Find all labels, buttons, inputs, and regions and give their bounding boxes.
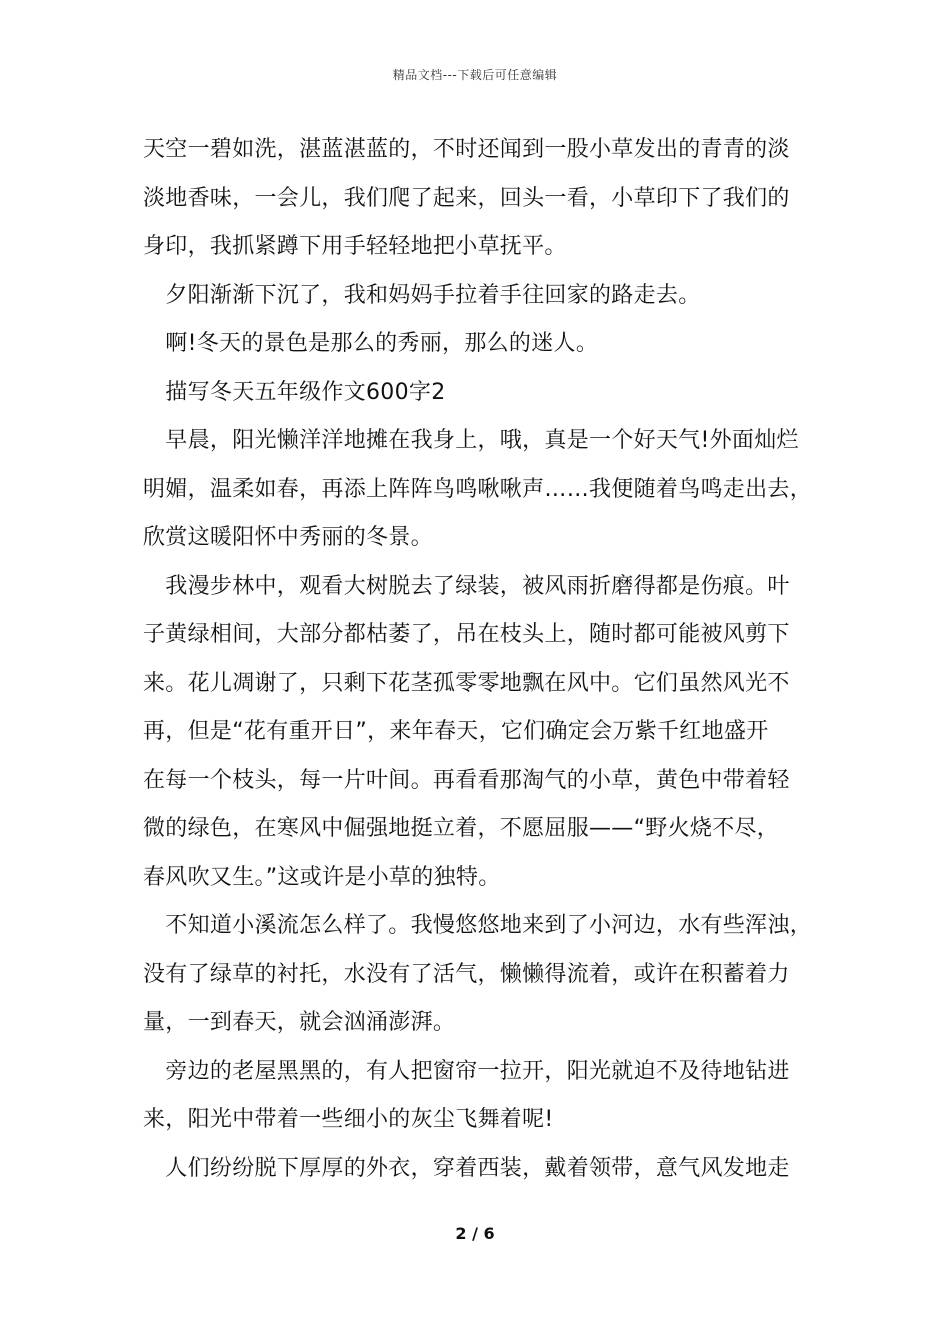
text-line: 我漫步林中，观看大树脱去了绿装，被风雨折磨得都是伤痕。叶 (143, 573, 790, 599)
text-line: 没有了绿草的衬托，水没有了活气，懒懒得流着，或许在积蓄着力 (143, 961, 790, 987)
page-header: 精品文档---下载后可任意编辑 (392, 68, 558, 82)
text-line: 春风吹又生。”这或许是小草的独特。 (143, 864, 501, 890)
text-line: 啊!冬天的景色是那么的秀丽，那么的迷人。 (143, 331, 599, 356)
text-line: 明媚，温柔如春，再添上阵阵鸟鸣啾啾声……我便随着鸟鸣走出去， (143, 476, 813, 502)
text-line: 天空一碧如洗，湛蓝湛蓝的，不时还闻到一股小草发出的青青的淡 (143, 137, 790, 162)
text-line: 来。花儿凋谢了，只剩下花茎孤零零地飘在风中。它们虽然风光不 (143, 670, 790, 696)
text-line: 淡地香味，一会儿，我们爬了起来，回头一看，小草印下了我们的 (143, 185, 790, 211)
text-line: 在每一个枝头，每一片叶间。再看看那淘气的小草，黄色中带着轻 (143, 767, 790, 793)
section-heading: 描写冬天五年级作文600字2 (143, 379, 446, 405)
text-line: 再，但是“花有重开日”，来年春天，它们确定会万紫千红地盛开 (143, 719, 769, 744)
text-line: 旁边的老屋黑黑的，有人把窗帘一拉开，阳光就迫不及待地钻进 (143, 1058, 790, 1084)
document-body (143, 126, 823, 1193)
page-number: 2 / 6 (455, 1224, 495, 1243)
text-line: 量，一到春天，就会汹涌澎湃。 (143, 1010, 456, 1035)
text-line: 身印，我抓紧蹲下用手轻轻地把小草抚平。 (143, 234, 567, 259)
text-line: 来，阳光中带着一些细小的灰尘飞舞着呢! (143, 1107, 554, 1132)
text-line: 子黄绿相间，大部分都枯萎了，吊在枝头上，随时都可能被风剪下 (143, 622, 790, 647)
text-line: 不知道小溪流怎么样了。我慢悠悠地来到了小河边，水有些浑浊， (143, 913, 813, 938)
text-line: 欣赏这暖阳怀中秀丽的冬景。 (143, 525, 433, 550)
text-line: 夕阳渐渐下沉了，我和妈妈手拉着手往回家的路走去。 (143, 282, 701, 308)
text-line: 早晨，阳光懒洋洋地摊在我身上，哦，真是一个好天气!外面灿烂 (143, 428, 799, 453)
text-line: 微的绿色，在寒风中倔强地挺立着，不愿屈服——“野火烧不尽， (143, 816, 780, 841)
text-line: 人们纷纷脱下厚厚的外衣，穿着西装，戴着领带，意气风发地走 (143, 1155, 790, 1181)
